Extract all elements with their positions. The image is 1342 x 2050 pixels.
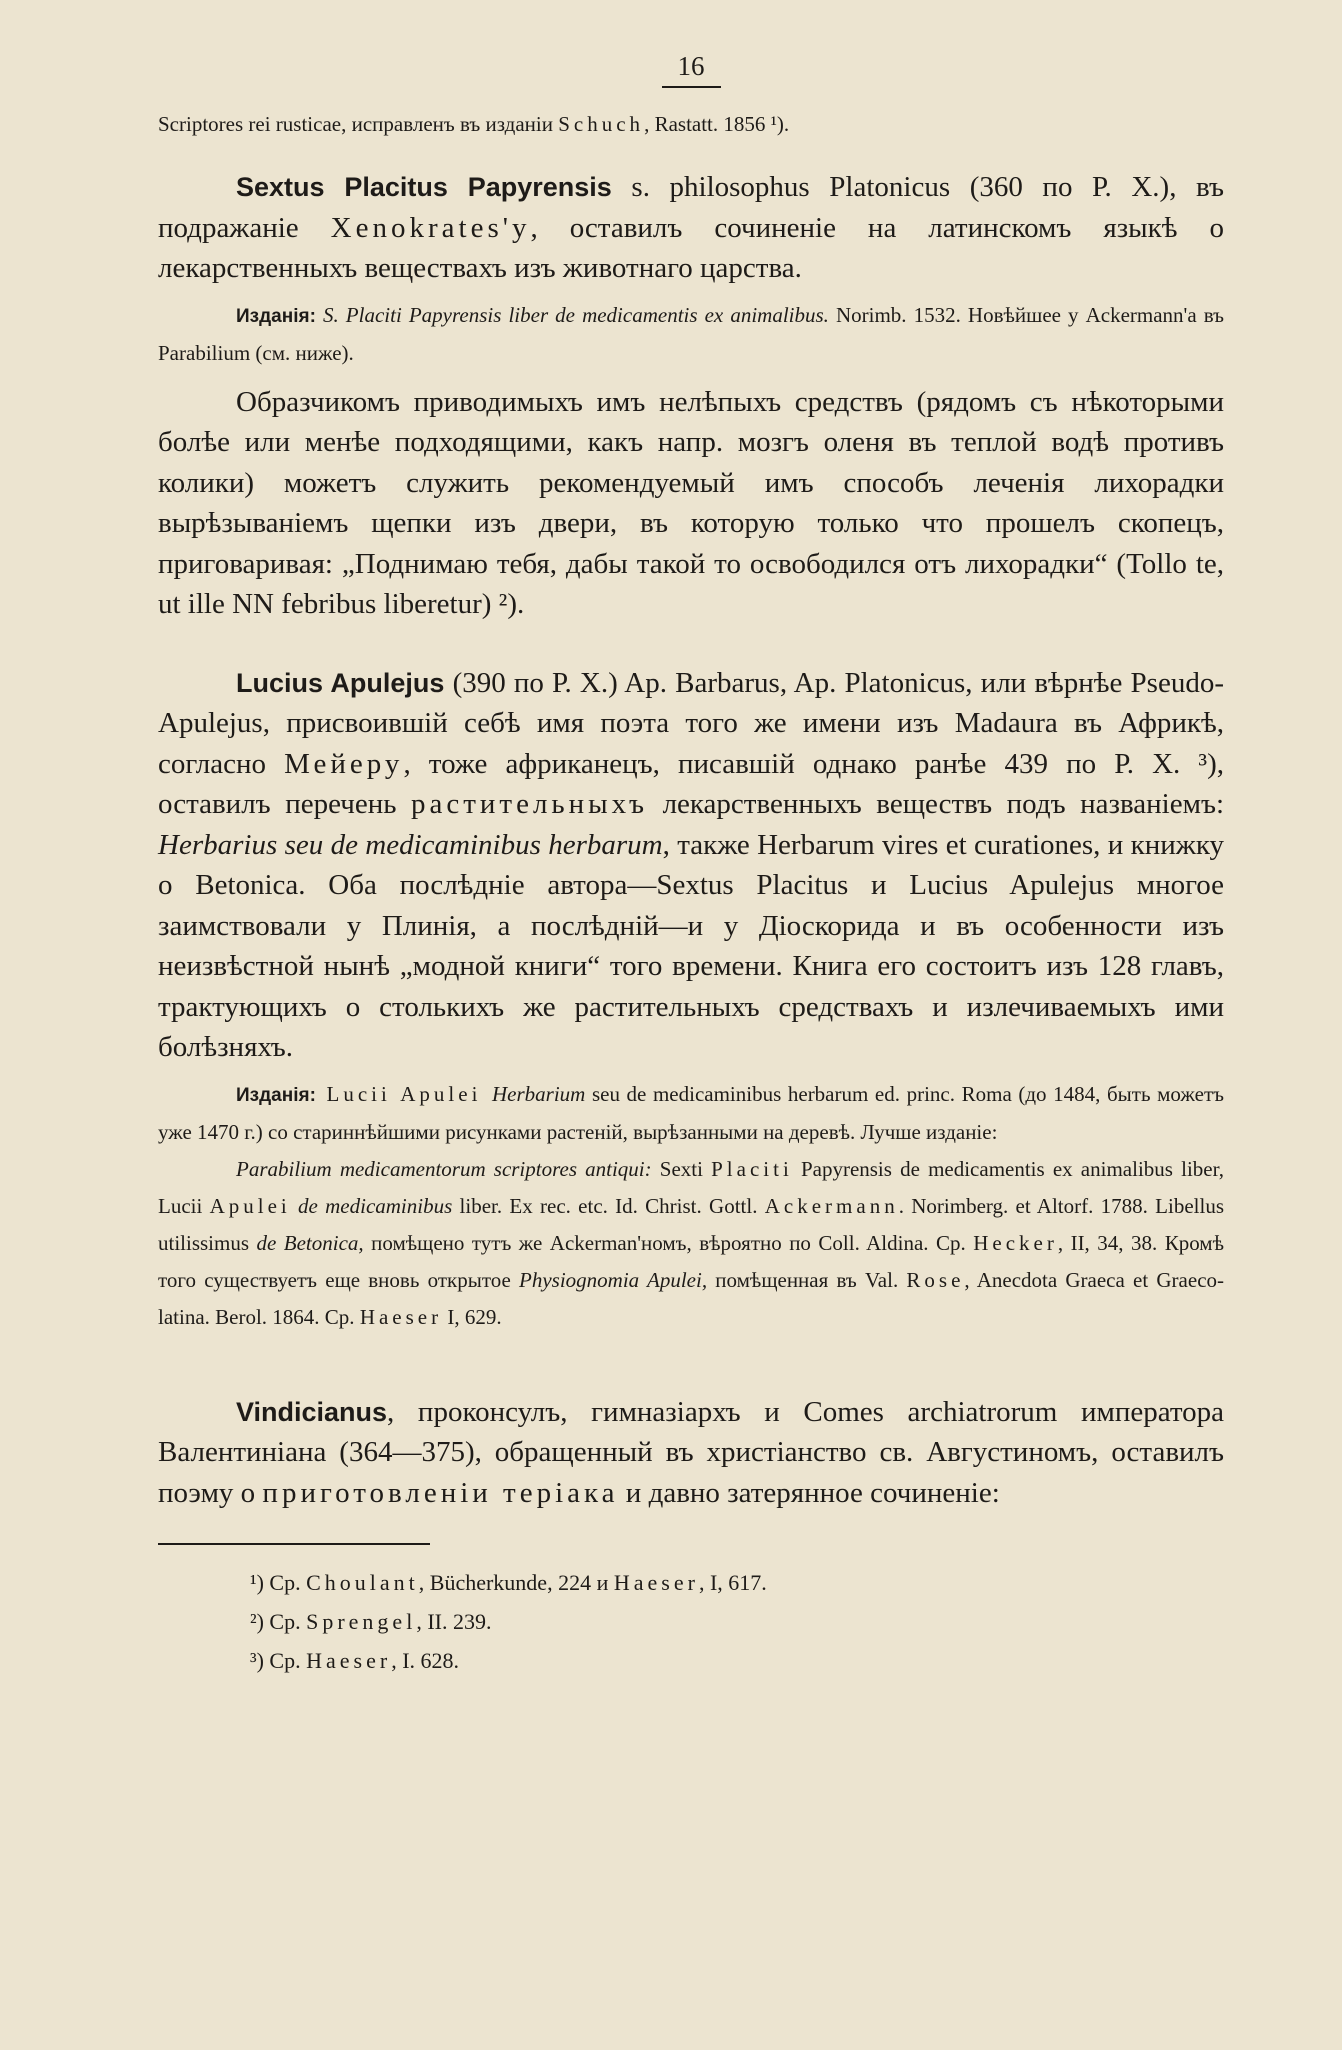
intro-line: Scriptores rei rusticae, исправленъ въ изданіи Schuch, Rastatt. 1856 ¹).	[158, 112, 790, 136]
document-page	[158, 48, 1224, 1680]
editions-sextus: Изданія: S. Placiti Papyrensis liber de medicamentis ex animalibus. Norimb. 1532. Новѣйшее у Ackermann'a въ Parabilium (см. ниже).	[158, 302, 1224, 365]
editions-parabilium: Parabilium medicamentorum scriptores antiqui: Sexti Placiti Papyrensis de medicamentis ex animalibus liber, Lucii Apulei de medicaminibus liber. Ex rec. etc. Id. Christ. Gottl. Ackermann. Norimberg. et Altorf. 1788. Libellus utilissimus de Betonica, помѣщено тутъ же Ackerman'номъ, вѣроятно по Coll. Aldina. Cp. Hecker, II, 34, 38. Кромѣ того существуетъ еще вновь открытое Physiognomia Apulei, помѣщенная въ Val. Rose, Anecdota Graeca et Graeco-latina. Berol. 1864. Cp. Haeser I, 629.	[158, 1156, 1225, 1329]
page-number: 16	[158, 48, 1224, 88]
footnote-3: ³) Cp. Haeser, I. 628.	[250, 1648, 460, 1673]
footnotes	[158, 1563, 1224, 1680]
footnote-divider	[158, 1543, 430, 1545]
footnote-2: ²) Cp. Sprengel, II. 239.	[250, 1609, 492, 1634]
paragraph-remedies: Образчикомъ приводимыхъ имъ нелѣпыхъ средствъ (рядомъ съ нѣкоторыми болѣе или менѣе подходящими, какъ напр. мозгъ оленя въ теплой водѣ противъ колики) можетъ служить рекомендуемый имъ способъ леченія лихорадки вырѣзываніемъ щепки изъ двери, въ которую только что прошелъ скопецъ, приговаривая: „Поднимаю тебя, дабы такой то освободился отъ лихорадки“ (Tollo te, ut ille NN febribus liberetur) ²).	[158, 385, 1224, 620]
editions-apulejus: Изданія: Lucii Apulei Herbarium seu de medicaminibus herbarum ed. princ. Roma (до 1484, быть можетъ уже 1470 г.) со стариннѣйшими рисунками растеній, вырѣзанными на деревѣ. Лучше изданіе:	[158, 1081, 1224, 1144]
paragraph-sextus: Sextus Placitus Papyrensis s. philosophus Platonicus (360 по Р. X.), въ подражаніе Xenokrates'у, оставилъ сочиненіе на латинскомъ языкѣ о лекарственныхъ веществахъ изъ животнаго царства.	[158, 171, 1224, 284]
footnote-1: ¹) Cp. Choulant, Bücherkunde, 224 и Haeser, I, 617.	[250, 1570, 767, 1595]
paragraph-apulejus: Lucius Apulejus (390 по Р. X.) Ap. Barbarus, Ap. Platonicus, или вѣрнѣе Pseudo-Apulejus, присвоившій себѣ имя поэта того же имени изъ Madaura въ Африкѣ, согласно Мейеру, тоже африканецъ, писавшій однако ранѣе 439 по Р. X. ³), оставилъ перечень растительныхъ лекарственныхъ веществъ подъ названіемъ: Herbarius seu de medicaminibus herbarum, также Herbarum vires et curationes, и книжку о Betonica. Оба послѣдніе автора—Sextus Placitus и Lucius Apulejus многое заимствовали у Плинія, а послѣдній—и у Діоскорида и въ особенности изъ неизвѣстной нынѣ „модной книги“ того времени. Книга его состоитъ изъ 128 главъ, трактующихъ о столькихъ же растительныхъ средствахъ и излечиваемыхъ ими болѣзняхъ.	[158, 666, 1224, 1063]
paragraph-vindicianus: Vindicianus, проконсулъ, гимназіархъ и Comes archiatrorum императора Валентиніана (364—375), обращенный въ христіанство св. Августиномъ, оставилъ поэму о приготовленіи теріака и давно затерянное сочиненіе:	[158, 1395, 1224, 1509]
